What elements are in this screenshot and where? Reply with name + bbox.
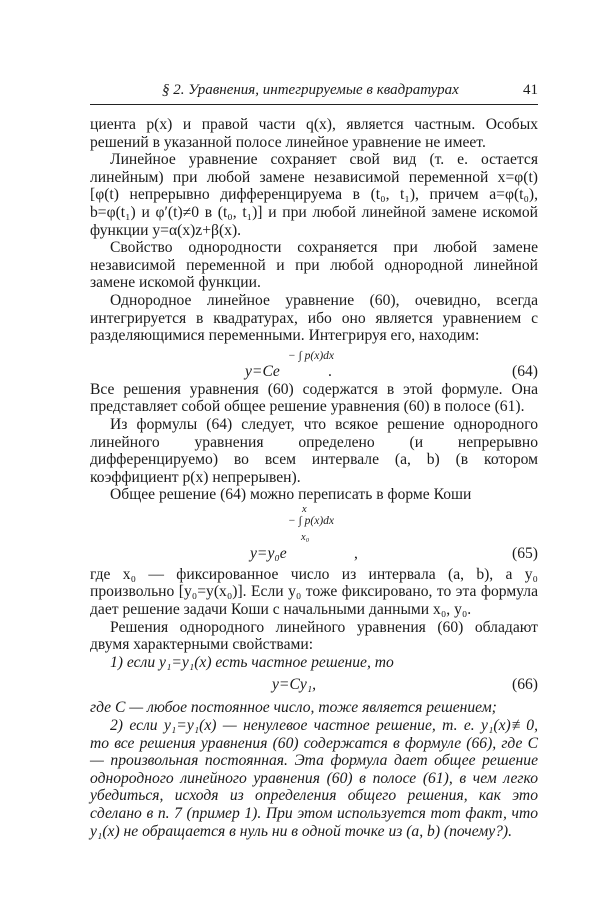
paragraph-5: Все решения уравнения (60) содержатся в этой формуле. Она представляет собой общее решение уравнения (60) в полосе (61). <box>90 380 538 416</box>
formula-65-exponent: − ∫ p(x)dx <box>288 514 335 527</box>
paragraph-2: Линейное уравнение сохраняет свой вид (т. е. остается линейным) при любой замене независимой переменной x=φ(t) [φ(t) непрерывно дифференцируема в (t₀, t₁), причем a=φ(t₀), b=φ(t₁) и φ′(t)≠0 в (t₀, t₁)] и при любой линейной замене искомой функции y=α(x)z+β(x). <box>90 151 538 239</box>
formula-64-period: . <box>328 362 332 380</box>
header-rule <box>90 104 538 105</box>
running-header <box>90 82 538 104</box>
formula-64 <box>90 346 538 380</box>
formula-65-comma: , <box>354 544 358 562</box>
paragraph-11: где C — любое постоянное число, тоже является решением; <box>90 699 497 717</box>
formula-65-main: y=y₀e <box>250 544 287 562</box>
formula-65 <box>90 505 538 565</box>
paragraph-6: Из формулы (64) следует, что всякое решение однородного линейного уравнения определено (и непрерывно дифференцируемо) во всем интервале (a, b) (в котором коэффициент p(x) непрерывен). <box>90 415 538 486</box>
paragraph-4: Однородное линейное уравнение (60), очевидно, всегда интегрируется в квадратурах, ибо оно является уравнением с разделяющимися переменными. Интегрируя его, находим: <box>90 291 538 345</box>
paragraph-8: где x₀ — фиксированное число из интервала (a, b), а y₀ произвольно [y₀=y(x₀)]. Если y₀ тоже фиксировано, то эта формула дает решение задачи Коши с начальными данными x₀, y₀. <box>90 565 538 619</box>
formula-64-number: (64) <box>512 362 538 380</box>
formula-66-number: (66) <box>512 676 538 694</box>
formula-65-number: (65) <box>512 544 538 562</box>
section-title: § 2. Уравнения, интегрируемые в квадратурах <box>162 82 459 98</box>
formula-65-lower-limit: x₀ <box>301 531 310 543</box>
page-number: 41 <box>523 82 538 98</box>
formula-64-main: y=Ce <box>245 362 280 380</box>
paragraph-3: Свойство однородности сохраняется при любой замене независимой переменной и при любой однородной линейной замене искомой функции. <box>90 239 538 292</box>
paragraph-1: циента p(x) и правой части q(x), является частным. Особых решений в указанной полосе линейное уравнение не имеет. <box>90 116 538 151</box>
paragraph-10: 1) если y₁=y₁(x) есть частное решение, то <box>110 653 394 671</box>
paragraph-7: Общее решение (64) можно переписать в форме Коши <box>110 486 472 504</box>
page-body <box>90 116 538 840</box>
paragraph-12: 2) если y₁=y₁(x) — ненулевое частное решение, т. е. y₁(x)≢0, то все решения уравнения (60) содержатся в формуле (66), где C — произвольная постоянная. Эта формула дает общее решение однородного линейного уравнения (60) в полосе (61), в чем легко убедиться, исходя из определения общего решения, как это сделано в п. 7 (пример 1). При этом используется тот факт, что y₁(x) не обращается в нуль ни в одной точке из (a, b) (почему?). <box>90 717 538 840</box>
formula-64-exponent: − ∫ p(x)dx <box>288 349 335 362</box>
formula-66-main: y=Cy₁, <box>272 676 317 694</box>
paragraph-9: Решения однородного линейного уравнения (60) обладают двумя характерными свойствами: <box>90 618 538 654</box>
formula-66 <box>90 672 538 698</box>
formula-65-upper-limit: x <box>302 503 307 515</box>
